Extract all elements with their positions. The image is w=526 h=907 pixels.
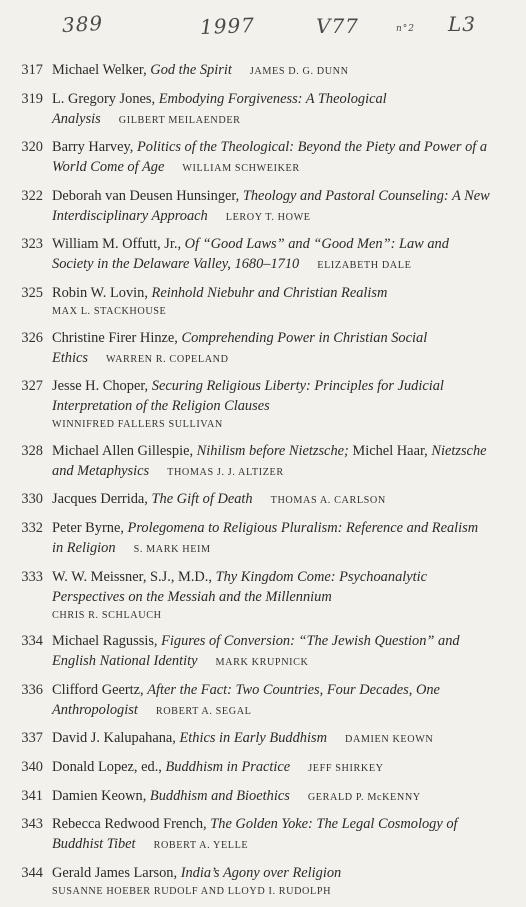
handwritten-volume: V77 (316, 14, 359, 38)
book-title: Figures of Conversion: “The Jewish Question” and English National Identity (52, 633, 460, 670)
page-number: 323 (21, 236, 43, 253)
handwritten-number: 389 (61, 10, 104, 38)
list-item (0, 814, 526, 856)
page-number: 332 (21, 519, 43, 536)
page-number: 328 (21, 442, 43, 459)
page-number: 319 (21, 90, 43, 107)
page-number: 317 (21, 62, 43, 78)
entry-text (52, 137, 492, 179)
book-title: Politics of the Theological: Beyond the Piety and Power of a World Come of Age (52, 139, 488, 176)
page-number: 327 (21, 378, 43, 395)
entry-text (52, 376, 492, 434)
reviewer-name: JAMES D. G. DUNN (249, 66, 349, 77)
reviewer-name: MARK KRUPNICK (215, 657, 309, 669)
list-item (0, 680, 526, 722)
reviewer-name: ROBERT A. YELLE (153, 840, 249, 852)
book-title: Securing Religious Liberty: Principles for Judicial Interpretation of the Religion Clauses (52, 378, 444, 415)
entry-text (52, 567, 492, 625)
reviewer-name: JEFF SHIRKEY (308, 762, 384, 774)
page-number: 340 (21, 758, 43, 775)
page-number: 337 (21, 730, 43, 747)
reviewer-name: THOMAS J. J. ALTIZER (167, 466, 284, 478)
reviewer-name: WINNIFRED FALLERS SULLIVAN (52, 419, 223, 431)
entry-text (52, 89, 492, 131)
author-name: Damien Keown, (52, 787, 150, 804)
list-item (0, 786, 526, 808)
handwritten-annotation (0, 8, 526, 48)
book-title: After the Fact: Two Countries, Four Decades, One Anthropologist (52, 681, 440, 718)
author-name: Christine Firer Hinze, (52, 329, 182, 346)
entry-text (52, 631, 492, 673)
list-item (0, 283, 526, 321)
handwritten-year: 1997 (199, 13, 256, 39)
reviewer-name: ROBERT A. SEGAL (155, 705, 252, 717)
book-title: Buddhism and Bioethics (149, 787, 290, 804)
page-number: 336 (21, 681, 43, 698)
entry-text (52, 234, 492, 276)
handwritten-issue: n°2 (396, 24, 416, 34)
page-number: 343 (21, 816, 43, 833)
page-number: 334 (21, 633, 43, 650)
list-item (0, 489, 526, 511)
list-item (0, 757, 526, 779)
book-title: Nihilism before Nietzsche; (196, 442, 349, 459)
second-book-title: Nietzsche and Metaphysics (52, 442, 487, 479)
reviewer-name: MAX L. STACKHOUSE (52, 305, 167, 317)
author-name: Clifford Geertz, (52, 681, 148, 698)
list-item (0, 518, 526, 560)
book-title: Prolegomena to Religious Pluralism: Reference and Realism in Religion (52, 519, 479, 556)
entry-text (52, 328, 492, 370)
list-item (0, 863, 526, 901)
page-number: 326 (21, 329, 43, 346)
book-title: Ethics in Early Buddhism (179, 730, 327, 747)
author-name: Donald Lopez, ed., (52, 758, 166, 775)
book-title: Of “Good Laws” and “Good Men”: Law and Society in the Delaware Valley, 1680–1710 (52, 236, 449, 273)
reviewer-name: ELIZABETH DALE (317, 260, 412, 272)
reviewer-name: WILLIAM SCHWEIKER (182, 163, 300, 175)
book-title: Thy Kingdom Come: Psychoanalytic Perspectives on the Messiah and the Millennium (52, 568, 428, 605)
page-number: 330 (21, 491, 43, 508)
entry-text (52, 863, 492, 901)
book-title: India’s Agony over Religion (180, 864, 342, 881)
list-item (0, 186, 526, 228)
entry-text (52, 283, 492, 321)
author-name: Robin W. Lovin, (52, 284, 152, 301)
author-name: Michael Ragussis, (52, 633, 162, 650)
page-number: 333 (21, 568, 43, 585)
reviewer-name: THOMAS A. CARLSON (270, 495, 386, 507)
author-name: Jacques Derrida, (52, 491, 152, 508)
reviewer-name: S. MARK HEIM (133, 543, 211, 555)
author-name: Gerald James Larson, (52, 864, 181, 881)
author-name: L. Gregory Jones, (52, 90, 159, 107)
author-name: Deborah van Deusen Hunsinger, (52, 187, 243, 204)
entry-text (52, 60, 492, 82)
second-author-name: Michel Haar, (348, 442, 432, 459)
book-title: Reinhold Niebuhr and Christian Realism (151, 284, 388, 301)
author-name: Michael Allen Gillespie, (52, 442, 197, 459)
list-item (0, 234, 526, 276)
reviewer-name: GILBERT MEILAENDER (118, 114, 241, 126)
reviewer-name: SUSANNE HOEBER RUDOLF AND LLOYD I. RUDOLPH (52, 885, 332, 897)
page-number: 320 (21, 139, 43, 156)
reviewer-name: WARREN R. COPELAND (105, 353, 229, 365)
list-item (0, 567, 526, 625)
author-name: W. W. Meissner, S.J., M.D., (52, 568, 216, 585)
page-number: 322 (21, 187, 43, 204)
book-title: The Gift of Death (151, 491, 253, 508)
list-item (0, 137, 526, 179)
entry-text (52, 680, 492, 722)
entry-text (52, 518, 492, 560)
author-name: David J. Kalupahana, (52, 730, 180, 747)
reviewer-name: LEROY T. HOWE (225, 211, 311, 223)
book-title: God the Spirit (150, 62, 232, 78)
reviewer-name: CHRIS R. SCHLAUCH (52, 609, 162, 621)
book-title: Buddhism in Practice (165, 758, 291, 775)
entry-text (52, 786, 492, 808)
entry-text (52, 441, 492, 483)
author-name: Michael Welker, (52, 62, 151, 78)
page-number: 341 (21, 787, 43, 804)
list-item (0, 89, 526, 131)
author-name: Jesse H. Choper, (52, 378, 152, 395)
book-review-list (0, 60, 526, 907)
page-number: 325 (21, 284, 43, 301)
author-name: Barry Harvey, (52, 139, 137, 156)
entry-text (52, 728, 492, 750)
page-number: 344 (21, 864, 43, 881)
list-item (0, 376, 526, 434)
author-name: Rebecca Redwood French, (52, 816, 211, 833)
entry-text (52, 489, 492, 511)
list-item (0, 728, 526, 750)
reviewer-name: GERALD P. McKENNY (307, 791, 421, 803)
entry-text (52, 186, 492, 228)
handwritten-code: L3 (448, 12, 477, 36)
entry-text (52, 757, 492, 779)
entry-text (52, 814, 492, 856)
list-item (0, 328, 526, 370)
list-item (0, 60, 526, 82)
book-title: Embodying Forgiveness: A Theological Analysis (52, 90, 387, 127)
list-item (0, 631, 526, 673)
author-name: William M. Offutt, Jr., (52, 236, 185, 253)
book-title: The Golden Yoke: The Legal Cosmology of Buddhist Tibet (52, 816, 458, 853)
book-title: Theology and Pastoral Counseling: A New Interdisciplinary Approach (52, 187, 490, 224)
list-item (0, 441, 526, 483)
author-name: Peter Byrne, (52, 519, 128, 536)
reviewer-name: DAMIEN KEOWN (344, 734, 434, 746)
book-title: Comprehending Power in Christian Social Ethics (52, 329, 428, 366)
